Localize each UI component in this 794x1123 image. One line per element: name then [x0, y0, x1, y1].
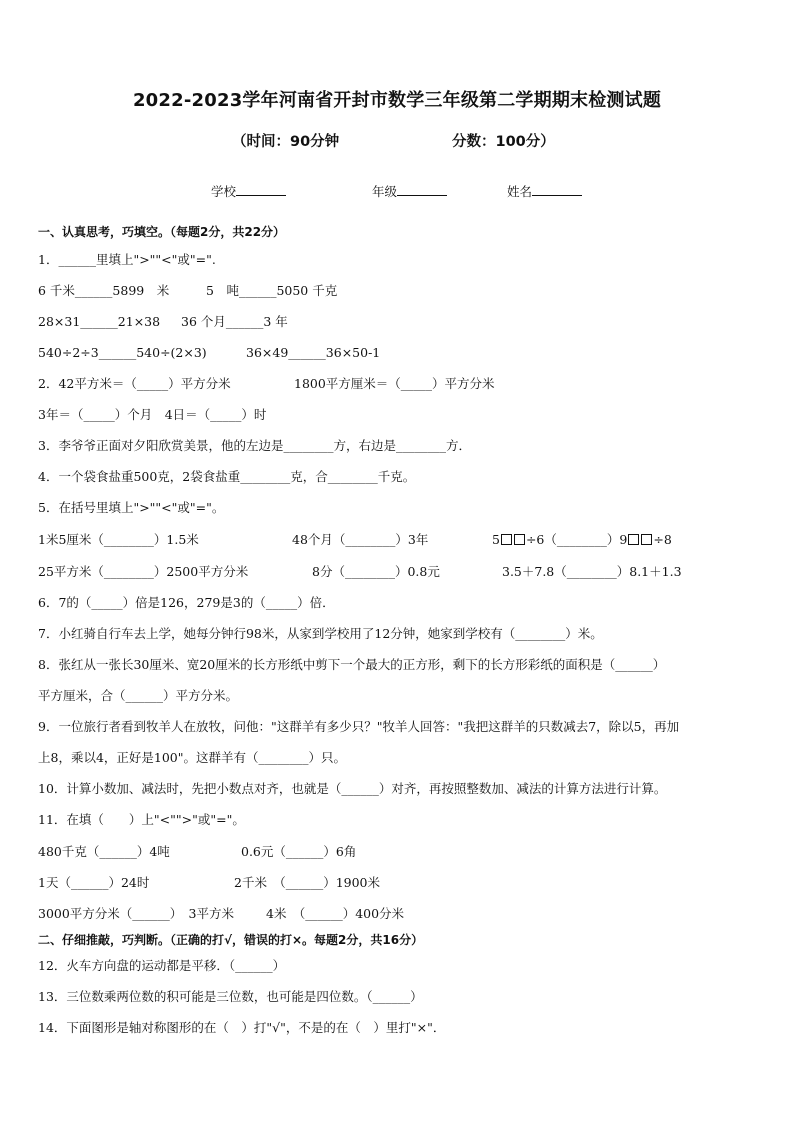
- digit-box-icon: [641, 534, 652, 545]
- question-8-line-2: 平方厘米，合（______）平方分米。: [38, 688, 239, 703]
- q5-row1-b: 48个月（________）3年: [292, 532, 429, 547]
- digit-box-icon: [501, 534, 512, 545]
- q11-row2-b: 2千米 （______）1900米: [234, 875, 381, 890]
- question-2-c: 3年＝（_____）个月 4日＝（_____）时: [38, 407, 267, 422]
- question-9-line-1: 9．一位旅行者看到牧羊人在放牧，问他："这群羊有多少只？"牧羊人回答："我把这群羊的只数减去7，除以5，再加: [38, 719, 680, 734]
- score-text: 分数：100分）: [452, 134, 555, 150]
- q5-row1-c: [492, 532, 672, 548]
- section-1-heading: 一、认真思考，巧填空。（每题2分，共22分）: [38, 225, 286, 239]
- grade-blank: [397, 195, 447, 196]
- q1-row1-a: 6 千米______5899 米: [38, 283, 170, 298]
- time-text: （时间：90分钟: [232, 134, 340, 150]
- q11-row3-b: 4米 （______）400分米: [266, 906, 405, 921]
- q5-row2-c: 3.5＋7.8（________）8.1＋1.3: [502, 564, 682, 579]
- grade-label: 年级: [372, 184, 398, 199]
- question-3: 3．李爷爷正面对夕阳欣赏美景，他的左边是________方，右边是________方．: [38, 438, 471, 453]
- school-field: [211, 182, 286, 200]
- question-11: 11．在填（ ）上"<"">"或"="。: [38, 812, 245, 827]
- q11-row2-a: 1天（______）24时: [38, 875, 150, 890]
- name-field: [507, 182, 582, 200]
- question-6: 6．7的（_____）倍是126，279是3的（_____）倍．: [38, 595, 335, 610]
- q11-row1-b: 0.6元（______）6角: [241, 844, 357, 859]
- q5-row1-c-prefix: 5: [492, 532, 500, 547]
- name-label: 姓名: [507, 184, 533, 199]
- grade-field: [372, 182, 447, 200]
- name-blank: [532, 195, 582, 196]
- exam-title: 2022-2023学年河南省开封市数学三年级第二学期期末检测试题: [132, 90, 662, 111]
- q1-row3-a: 540÷2÷3______540÷(2×3): [38, 345, 207, 360]
- section-2-heading: 二、仔细推敲，巧判断。（正确的打√，错误的打×。每题2分，共16分）: [38, 933, 424, 947]
- question-14: 14．下面图形是轴对称图形的在（ ）打"√"，不是的在（ ）里打"×"．: [38, 1020, 446, 1035]
- question-4: 4．一个袋食盐重500克，2袋食盐重________克，合________千克。: [38, 469, 416, 484]
- q1-row2-a: 28×31______21×38: [38, 314, 161, 329]
- question-7: 7．小红骑自行车去上学，她每分钟行98米，从家到学校用了12分钟，她家到学校有（________）米。: [38, 626, 603, 641]
- q1-row2-b: 36 个月______3 年: [181, 314, 288, 329]
- school-blank: [236, 195, 286, 196]
- q11-row1-a: 480千克（______）4吨: [38, 844, 170, 859]
- q5-row1-c-tail: ÷8: [653, 532, 672, 547]
- digit-box-icon: [628, 534, 639, 545]
- question-10: 10．计算小数加、减法时，先把小数点对齐，也就是（______）对齐，再按照整数加、减法的计算方法进行计算。: [38, 781, 667, 796]
- q5-row1-c-middle: ÷6（________）9: [525, 532, 628, 547]
- question-2-b: 1800平方厘米＝（_____）平方分米: [294, 376, 495, 391]
- question-9-line-2: 上8，乘以4，正好是100"。这群羊有（________）只。: [38, 750, 347, 765]
- q5-row2-b: 8分（________）0.8元: [312, 564, 440, 579]
- digit-box-icon: [514, 534, 525, 545]
- question-8-line-1: 8．张红从一张长30厘米、宽20厘米的长方形纸中剪下一个最大的正方形，剩下的长方形彩纸的面积是（______）: [38, 657, 666, 672]
- question-1: 1．______里填上">""<"或"=".: [38, 252, 216, 267]
- question-2-a: 2．42平方米＝（_____）平方分米: [38, 376, 231, 391]
- q5-row2-a: 25平方米（________）2500平方分米: [38, 564, 249, 579]
- question-12: 12．火车方向盘的运动都是平移．（______）: [38, 958, 286, 973]
- q1-row3-b: 36×49______36×50-1: [246, 345, 381, 360]
- q5-row1-a: 1米5厘米（________）1.5米: [38, 532, 199, 547]
- school-label: 学校: [211, 184, 237, 199]
- q11-row3-a: 3000平方分米（______） 3平方米: [38, 906, 235, 921]
- question-5: 5．在括号里填上">""<"或"="。: [38, 500, 225, 515]
- question-13: 13．三位数乘两位数的积可能是三位数，也可能是四位数。（______）: [38, 989, 423, 1004]
- q1-row1-b: 5 吨______5050 千克: [206, 283, 338, 298]
